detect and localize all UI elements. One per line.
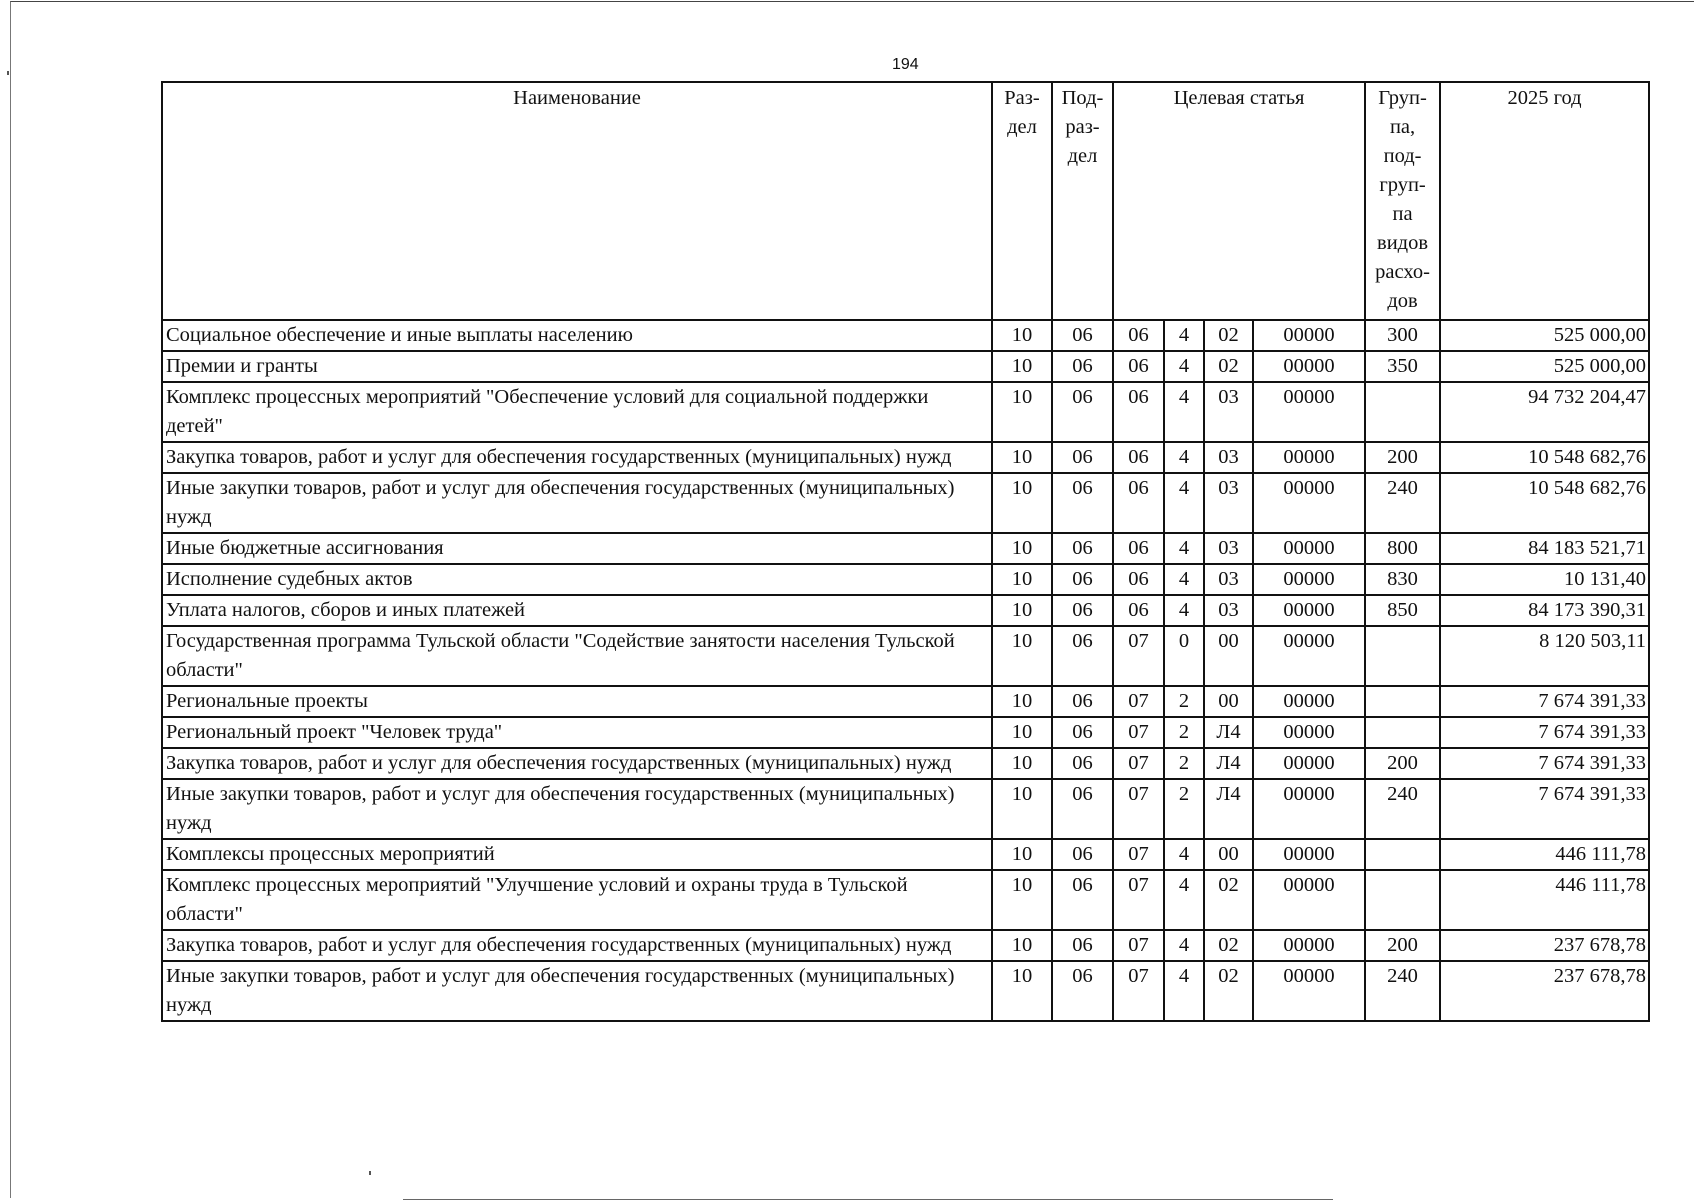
cell-podrazdel: 06: [1052, 748, 1113, 779]
cell-target-direction: 00000: [1253, 595, 1365, 626]
table-row: [162, 351, 1649, 382]
table-row: [162, 686, 1649, 717]
cell-name: Иные закупки товаров, работ и услуг для обеспечения государственных (муниципальных) нужд: [162, 473, 992, 533]
cell-target-program: 07: [1113, 717, 1164, 748]
cell-podrazdel: 06: [1052, 686, 1113, 717]
cell-amount: 446 111,78: [1440, 870, 1649, 930]
scan-mark: [369, 1171, 371, 1175]
cell-target-type: 4: [1164, 442, 1204, 473]
cell-name: Исполнение судебных актов: [162, 564, 992, 595]
cell-target-direction: 00000: [1253, 839, 1365, 870]
cell-target-direction: 00000: [1253, 748, 1365, 779]
table-row: [162, 717, 1649, 748]
cell-amount: 8 120 503,11: [1440, 626, 1649, 686]
cell-expense-group: 830: [1365, 564, 1440, 595]
cell-target-program: 06: [1113, 473, 1164, 533]
cell-podrazdel: 06: [1052, 382, 1113, 442]
cell-target-direction: 00000: [1253, 961, 1365, 1021]
cell-amount: 446 111,78: [1440, 839, 1649, 870]
cell-target-direction: 00000: [1253, 473, 1365, 533]
cell-expense-group: 200: [1365, 930, 1440, 961]
cell-podrazdel: 06: [1052, 930, 1113, 961]
table-row: [162, 870, 1649, 930]
cell-target-type: 4: [1164, 839, 1204, 870]
cell-target-element: Л4: [1204, 779, 1253, 839]
cell-name: Комплекс процессных мероприятий "Обеспечение условий для социальной поддержки детей": [162, 382, 992, 442]
cell-podrazdel: 06: [1052, 779, 1113, 839]
cell-amount: 7 674 391,33: [1440, 779, 1649, 839]
cell-razdel: 10: [992, 717, 1052, 748]
cell-target-element: 02: [1204, 930, 1253, 961]
cell-target-direction: 00000: [1253, 351, 1365, 382]
cell-target-element: 02: [1204, 320, 1253, 351]
budget-table: [161, 81, 1650, 1022]
cell-target-program: 07: [1113, 870, 1164, 930]
cell-razdel: 10: [992, 533, 1052, 564]
cell-target-direction: 00000: [1253, 930, 1365, 961]
cell-name: Комплексы процессных мероприятий: [162, 839, 992, 870]
table-row: [162, 382, 1649, 442]
cell-target-type: 4: [1164, 961, 1204, 1021]
cell-amount: 94 732 204,47: [1440, 382, 1649, 442]
cell-expense-group: [1365, 382, 1440, 442]
cell-razdel: 10: [992, 382, 1052, 442]
cell-target-program: 06: [1113, 564, 1164, 595]
cell-podrazdel: 06: [1052, 595, 1113, 626]
cell-target-direction: 00000: [1253, 626, 1365, 686]
table-row: [162, 320, 1649, 351]
cell-name: Уплата налогов, сборов и иных платежей: [162, 595, 992, 626]
cell-target-program: 06: [1113, 442, 1164, 473]
cell-target-type: 4: [1164, 473, 1204, 533]
cell-target-program: 07: [1113, 961, 1164, 1021]
col-header-target: Целевая статья: [1113, 82, 1365, 320]
cell-target-program: 07: [1113, 686, 1164, 717]
cell-name: Социальное обеспечение и иные выплаты населению: [162, 320, 992, 351]
cell-podrazdel: 06: [1052, 870, 1113, 930]
cell-target-type: 2: [1164, 686, 1204, 717]
cell-target-element: 03: [1204, 473, 1253, 533]
cell-podrazdel: 06: [1052, 626, 1113, 686]
cell-target-element: Л4: [1204, 717, 1253, 748]
cell-target-type: 4: [1164, 382, 1204, 442]
cell-target-type: 4: [1164, 351, 1204, 382]
cell-target-element: Л4: [1204, 748, 1253, 779]
cell-target-type: 4: [1164, 320, 1204, 351]
cell-target-direction: 00000: [1253, 320, 1365, 351]
cell-expense-group: 850: [1365, 595, 1440, 626]
table-header-row: [162, 82, 1649, 320]
cell-podrazdel: 06: [1052, 351, 1113, 382]
cell-amount: 525 000,00: [1440, 320, 1649, 351]
table-row: [162, 626, 1649, 686]
cell-name: Иные закупки товаров, работ и услуг для обеспечения государственных (муниципальных) нужд: [162, 779, 992, 839]
page-number: 194: [892, 56, 919, 73]
col-header-razdel: Раз- дел: [992, 82, 1052, 320]
table-row: [162, 595, 1649, 626]
table-row: [162, 839, 1649, 870]
cell-target-element: 03: [1204, 382, 1253, 442]
cell-podrazdel: 06: [1052, 473, 1113, 533]
cell-expense-group: 240: [1365, 473, 1440, 533]
cell-amount: 525 000,00: [1440, 351, 1649, 382]
cell-razdel: 10: [992, 961, 1052, 1021]
cell-target-program: 06: [1113, 320, 1164, 351]
cell-razdel: 10: [992, 779, 1052, 839]
cell-amount: 84 183 521,71: [1440, 533, 1649, 564]
cell-target-type: 4: [1164, 533, 1204, 564]
cell-name: Региональный проект "Человек труда": [162, 717, 992, 748]
cell-razdel: 10: [992, 686, 1052, 717]
cell-target-element: 00: [1204, 839, 1253, 870]
cell-razdel: 10: [992, 473, 1052, 533]
cell-target-program: 07: [1113, 839, 1164, 870]
cell-razdel: 10: [992, 595, 1052, 626]
cell-target-type: 2: [1164, 748, 1204, 779]
cell-expense-group: [1365, 686, 1440, 717]
cell-target-direction: 00000: [1253, 442, 1365, 473]
cell-podrazdel: 06: [1052, 564, 1113, 595]
col-header-name: Наименование: [162, 82, 992, 320]
cell-expense-group: 300: [1365, 320, 1440, 351]
cell-amount: 237 678,78: [1440, 930, 1649, 961]
cell-podrazdel: 06: [1052, 839, 1113, 870]
cell-target-element: 00: [1204, 626, 1253, 686]
cell-target-element: 02: [1204, 961, 1253, 1021]
cell-name: Закупка товаров, работ и услуг для обеспечения государственных (муниципальных) нужд: [162, 748, 992, 779]
cell-target-program: 07: [1113, 930, 1164, 961]
cell-podrazdel: 06: [1052, 533, 1113, 564]
cell-expense-group: [1365, 839, 1440, 870]
cell-target-direction: 00000: [1253, 779, 1365, 839]
cell-target-element: 02: [1204, 351, 1253, 382]
cell-razdel: 10: [992, 748, 1052, 779]
cell-name: Закупка товаров, работ и услуг для обеспечения государственных (муниципальных) нужд: [162, 930, 992, 961]
cell-expense-group: 200: [1365, 748, 1440, 779]
cell-amount: 7 674 391,33: [1440, 717, 1649, 748]
cell-expense-group: 800: [1365, 533, 1440, 564]
cell-target-program: 07: [1113, 779, 1164, 839]
cell-amount: 7 674 391,33: [1440, 748, 1649, 779]
cell-amount: 10 548 682,76: [1440, 473, 1649, 533]
cell-target-program: 06: [1113, 382, 1164, 442]
cell-amount: 10 548 682,76: [1440, 442, 1649, 473]
cell-target-type: 4: [1164, 870, 1204, 930]
cell-target-program: 06: [1113, 595, 1164, 626]
cell-expense-group: 350: [1365, 351, 1440, 382]
cell-target-type: 4: [1164, 930, 1204, 961]
table-row: [162, 533, 1649, 564]
table-row: [162, 961, 1649, 1021]
cell-name: Премии и гранты: [162, 351, 992, 382]
cell-target-element: 03: [1204, 564, 1253, 595]
table-row: [162, 442, 1649, 473]
table-row: [162, 930, 1649, 961]
cell-expense-group: 240: [1365, 779, 1440, 839]
cell-name: Региональные проекты: [162, 686, 992, 717]
cell-name: Комплекс процессных мероприятий "Улучшение условий и охраны труда в Тульской области": [162, 870, 992, 930]
cell-podrazdel: 06: [1052, 717, 1113, 748]
cell-target-element: 03: [1204, 442, 1253, 473]
cell-name: Государственная программа Тульской области "Содействие занятости населения Тульской области": [162, 626, 992, 686]
col-header-year: 2025 год: [1440, 82, 1649, 320]
cell-target-program: 07: [1113, 748, 1164, 779]
cell-target-program: 07: [1113, 626, 1164, 686]
cell-target-type: 4: [1164, 595, 1204, 626]
cell-razdel: 10: [992, 320, 1052, 351]
cell-target-direction: 00000: [1253, 870, 1365, 930]
cell-target-type: 0: [1164, 626, 1204, 686]
cell-target-type: 4: [1164, 564, 1204, 595]
cell-name: Иные закупки товаров, работ и услуг для обеспечения государственных (муниципальных) нужд: [162, 961, 992, 1021]
table-row: [162, 748, 1649, 779]
cell-target-type: 2: [1164, 779, 1204, 839]
table-row: [162, 473, 1649, 533]
cell-amount: 10 131,40: [1440, 564, 1649, 595]
cell-target-program: 06: [1113, 533, 1164, 564]
cell-podrazdel: 06: [1052, 442, 1113, 473]
cell-target-element: 03: [1204, 595, 1253, 626]
col-header-podrazdel: Под- раз- дел: [1052, 82, 1113, 320]
cell-amount: 237 678,78: [1440, 961, 1649, 1021]
cell-target-program: 06: [1113, 351, 1164, 382]
cell-expense-group: 240: [1365, 961, 1440, 1021]
cell-target-element: 02: [1204, 870, 1253, 930]
table-body: [162, 320, 1649, 1021]
scan-mark: [7, 71, 9, 75]
table-row: [162, 779, 1649, 839]
cell-expense-group: 200: [1365, 442, 1440, 473]
cell-expense-group: [1365, 717, 1440, 748]
cell-podrazdel: 06: [1052, 961, 1113, 1021]
cell-target-direction: 00000: [1253, 717, 1365, 748]
table-row: [162, 564, 1649, 595]
cell-razdel: 10: [992, 930, 1052, 961]
cell-target-type: 2: [1164, 717, 1204, 748]
cell-name: Иные бюджетные ассигнования: [162, 533, 992, 564]
cell-razdel: 10: [992, 351, 1052, 382]
cell-podrazdel: 06: [1052, 320, 1113, 351]
cell-razdel: 10: [992, 564, 1052, 595]
cell-target-element: 00: [1204, 686, 1253, 717]
cell-target-element: 03: [1204, 533, 1253, 564]
col-header-group: Груп- па, под- груп- па видов расхо- дов: [1365, 82, 1440, 320]
cell-target-direction: 00000: [1253, 686, 1365, 717]
cell-amount: 7 674 391,33: [1440, 686, 1649, 717]
cell-name: Закупка товаров, работ и услуг для обеспечения государственных (муниципальных) нужд: [162, 442, 992, 473]
cell-razdel: 10: [992, 442, 1052, 473]
cell-target-direction: 00000: [1253, 382, 1365, 442]
cell-target-direction: 00000: [1253, 533, 1365, 564]
cell-razdel: 10: [992, 870, 1052, 930]
cell-amount: 84 173 390,31: [1440, 595, 1649, 626]
cell-expense-group: [1365, 626, 1440, 686]
cell-razdel: 10: [992, 839, 1052, 870]
cell-target-direction: 00000: [1253, 564, 1365, 595]
cell-expense-group: [1365, 870, 1440, 930]
cell-razdel: 10: [992, 626, 1052, 686]
